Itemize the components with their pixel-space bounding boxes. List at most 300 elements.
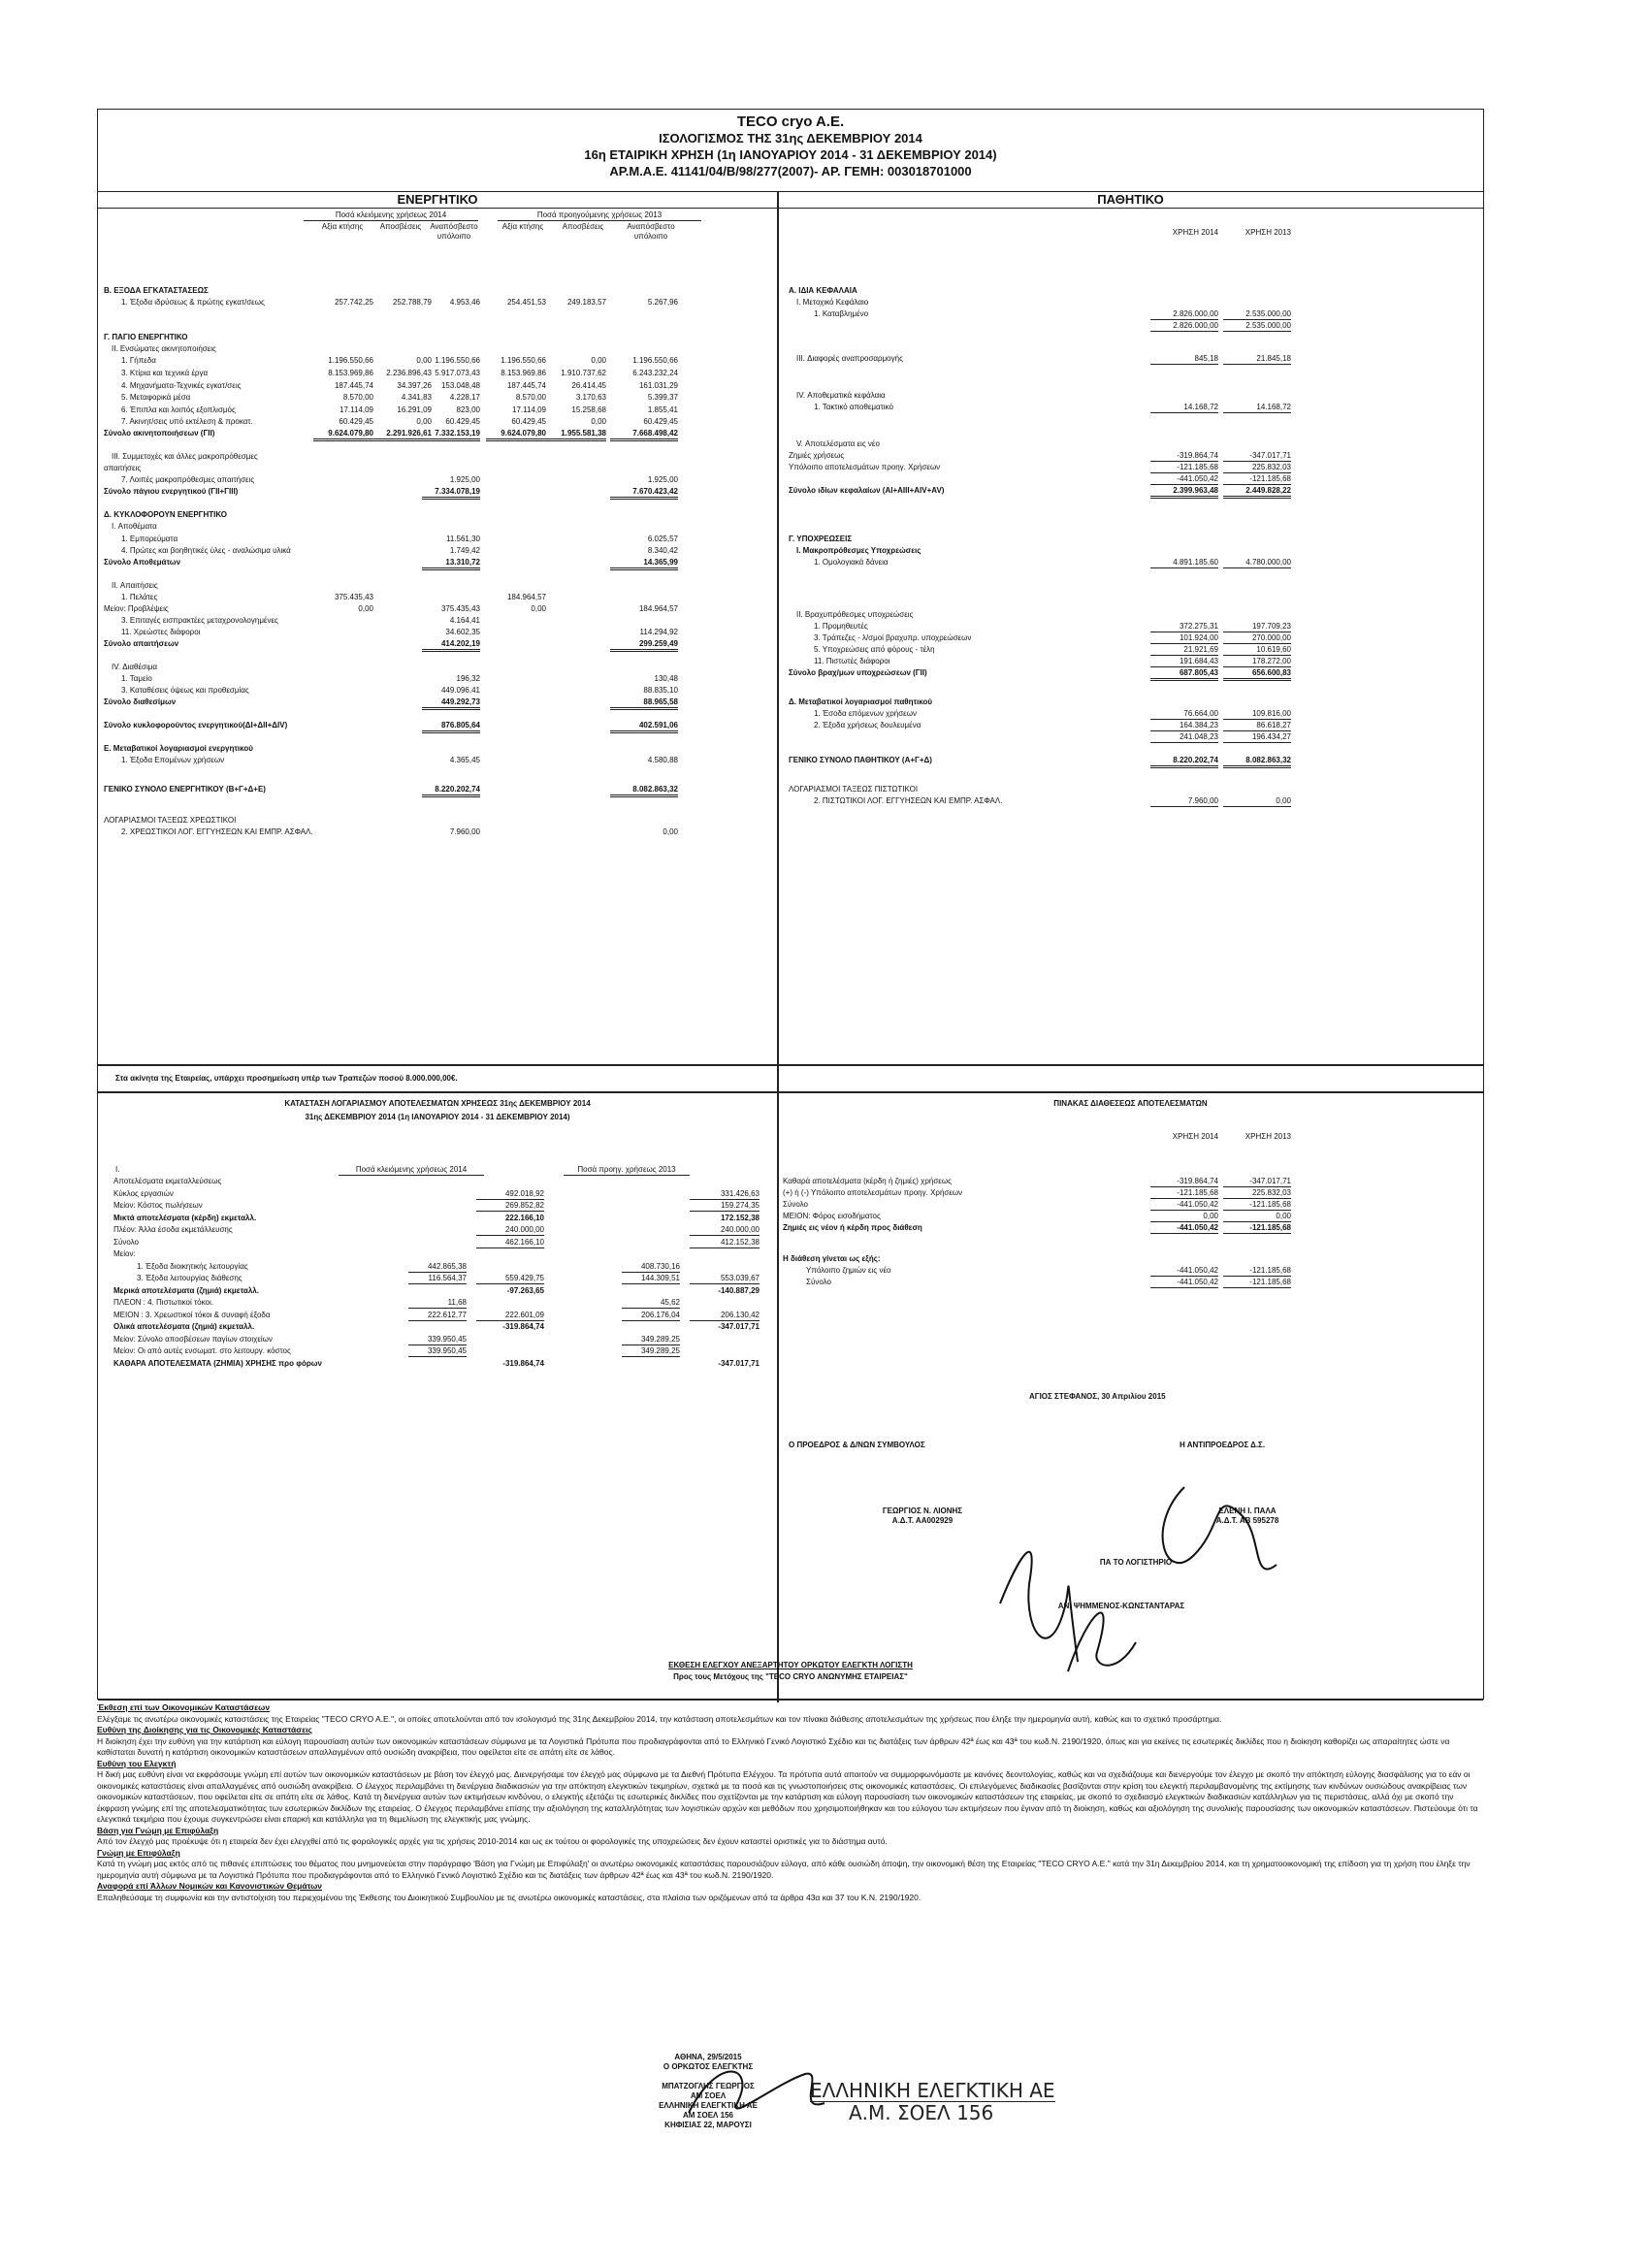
pl-value: 412.152,38 xyxy=(690,1238,760,1248)
asset-value: 7.670.423,42 xyxy=(610,487,678,500)
pl-roman: I. xyxy=(115,1165,120,1174)
pl-row-label: Ολικά αποτελέσματα (ζημιά) εκμεταλλ. xyxy=(113,1322,255,1331)
asset-row-label: 1. Γήπεδα xyxy=(121,356,156,365)
asset-value: 1.925,00 xyxy=(647,475,678,484)
asset-value: 876.805,64 xyxy=(422,721,480,733)
liability-row-label: Υπόλοιπο αποτελεσμάτων προηγ. Χρήσεων xyxy=(789,463,941,471)
liability-row-label: 1. Τακτικό αποθεματικό xyxy=(814,403,893,411)
pl-value: -347.017,71 xyxy=(718,1322,760,1331)
liability-value: -121.185,68 xyxy=(1150,463,1218,473)
report-h2: Ευθύνη της Διοίκησης για τις Οικονομικές Καταστάσεις xyxy=(97,1725,312,1734)
president-title: Ο ΠΡΟΕΔΡΟΣ & Δ/ΝΩΝ ΣΥΜΒΟΥΛΟΣ xyxy=(789,1441,925,1449)
asset-row-label: 7. Ακινητ/σεις υπό εκτέλεση & προκατ. xyxy=(121,417,253,426)
pl-row-label: ΜΕΙΟΝ : 3. Χρεωστικοί τόκοι & συναφή έξοδα xyxy=(113,1310,271,1319)
pl-value: 222.612,77 xyxy=(408,1311,467,1321)
pl-value: 159.274,35 xyxy=(690,1201,760,1212)
liability-value: 2.826.000,00 xyxy=(1150,309,1218,320)
asset-row-label: 1. Πελάτες xyxy=(121,593,158,601)
liability-value: 109.816,00 xyxy=(1223,709,1291,720)
asset-value: 402.591,06 xyxy=(610,721,678,733)
asset-row-label: 1. Ταμείο xyxy=(121,674,152,683)
dist-col-2014: ΧΡΗΣΗ 2014 xyxy=(1172,1132,1218,1141)
asset-value: 17.114,09 xyxy=(340,405,373,414)
asset-value: 9.624.079,80 xyxy=(313,429,373,441)
asset-row-label: Σύνολο κυκλοφορούντος ενεργητικού(ΔΙ+ΔΙΙ+ΔΙV) xyxy=(104,721,288,729)
report-p3: Η δική μας ευθύνη είναι να εκφράσουμε γνώμη επί αυτών των οικονομικών καταστάσεων με βάση τον έλεγχό μας. Διενεργήσαμε τον έλεγχό μας σύμφωνα με τα Διεθνή Πρότυπα Ελέγχου. Τα πρότυπα αυτά απαιτούν να συμμορφωνόμαστε με κανόνες δεοντολογίας, καθώς και να σχεδιάζουμε και διενεργούμε τον έλεγχο με σκοπό την απόκτηση εύλογης διασφάλισης για το εάν οι οικονομικές καταστάσεις είναι απαλλαγμένες από ουσιώδη ανακρίβεια. Ο έλεγχος περιλαμβάνει τη διενέργεια διαδικασιών για την απόκτηση ελεγκτικών τεκμηρίων, σχετικά με τα ποσά και τις γνωστοποιήσεις στις οικονομικές καταστάσεις. Οι επιλεγόμενες διαδικασίες βασίζονται στην κρίση του ελεγκτή περιλαμβανομένης της εκτίμησης των κινδύνων ουσιώδους ανακρίβειας των οικονομικών καταστάσεων, που οφείλεται είτε σε απάτη είτε σε λάθος. Κατά τη διενέργεια αυτών των εκτιμήσεων κινδύνου, ο ελεγκτής εξετάζει τις εσωτερικές δικλίδες που σχετίζονται με την κατάρτιση και εύλογη παρουσίαση των οικονομικών καταστάσεων της εταιρείας, με σκοπό το σχεδιασμό ελεγκτικών διαδικασιών κατάλληλων για τις περιστάσεις, αλλά όχι με σκοπό την έκφραση γνώμης επί της αποτελεσματικότητας των εσωτερικών δικλίδων της εταιρείας. Ο έλεγχος περιλαμβάνει επίσης την αξιολόγηση της καταλληλότητας των λογιστικών αρχών και μεθόδων που χρησιμοποιήθηκαν και του εύλογου των εκτιμήσεων που έγιναν από τη διοίκηση, καθώς και αξιολόγηση της συνολικής παρουσίασης των οικονομικών καταστάσεων. Πιστεύουμε ότι τα ελεγκτικά τεκμήρια που έχουμε συγκεντρώσει είναι επαρκή και κατάλληλα για τη θεμελίωση της ελεγκτικής μας γνώμης. xyxy=(97,1769,1478,1824)
asset-value: 257.742,25 xyxy=(334,298,373,307)
liability-value: 14.168,72 xyxy=(1223,403,1291,413)
liability-value: 197.709,23 xyxy=(1223,622,1291,632)
pl-section-divider xyxy=(98,1091,1483,1093)
col-depreciation: Αποσβέσεις xyxy=(379,222,422,231)
header-line2: 16η ΕΤΑΙΡΙΚΗ ΧΡΗΣΗ (1η ΙΑΝΟΥΑΡΙΟΥ 2014 - 31 ΔΕΚΕΜΒΡΙΟΥ 2014) xyxy=(584,147,997,162)
asset-value: 60.429,45 xyxy=(445,417,480,426)
liability-value: 2.399.963,48 xyxy=(1150,486,1218,499)
liability-value: 21.921,69 xyxy=(1150,645,1218,656)
asset-row-label: ΓΕΝΙΚΟ ΣΥΝΟΛΟ ΕΝΕΡΓΗΤΙΚΟΥ (Β+Γ+Δ+Ε) xyxy=(104,785,266,794)
asset-value: 6.025,57 xyxy=(647,535,678,543)
liability-value: -441.050,42 xyxy=(1150,474,1218,485)
asset-value: 153.048,48 xyxy=(440,381,480,390)
liability-value: 101.924,00 xyxy=(1150,633,1218,644)
asset-row-label: 2. ΧΡΕΩΣΤΙΚΟΙ ΛΟΓ. ΕΓΓΥΗΣΕΩΝ ΚΑΙ ΕΜΠΡ. ΑΣΦΑΛ. xyxy=(121,827,313,836)
pl-value: 222.601,09 xyxy=(476,1311,544,1321)
asset-value: 60.429,45 xyxy=(511,417,546,426)
liability-value: 2.826.000,00 xyxy=(1150,321,1218,332)
asset-value: 187.445,74 xyxy=(506,381,546,390)
distribution-row-label: Καθαρά αποτελέσματα (κέρδη ή ζημιές) χρήσεως xyxy=(783,1177,952,1185)
liability-value: 0,00 xyxy=(1223,796,1291,807)
asset-row-label: Σύνολο ακινητοποιήσεων (ΓΙΙ) xyxy=(104,429,215,437)
asset-value: 4.341,83 xyxy=(401,393,432,402)
liability-value: 4.780.000,00 xyxy=(1223,558,1291,568)
asset-row-label: I. Αποθέματα xyxy=(112,522,157,531)
pl-row-label: Μερικά αποτελέσματα (ζημιά) εκμεταλλ. xyxy=(113,1285,259,1295)
assets-current-year-header: Ποσά κλειόμενης χρήσεως 2014 xyxy=(304,211,478,221)
asset-value: 8.153.969,86 xyxy=(501,369,546,377)
vice-president-title: Η ΑΝΤΙΠΡΟΕΔΡΟΣ Δ.Σ. xyxy=(1180,1441,1266,1449)
liability-value: 191.684,43 xyxy=(1150,657,1218,667)
company-name: TECO cryo A.E. xyxy=(736,113,845,130)
liability-row-label: 2. Έξοδα χρήσεως δουλευμένα xyxy=(814,721,922,729)
asset-value: 299.259,49 xyxy=(610,639,678,652)
pl-value: 144.309,51 xyxy=(622,1274,680,1284)
asset-value: 2.236.896,43 xyxy=(386,369,432,377)
liability-value: 86.618,27 xyxy=(1223,721,1291,731)
report-title1: ΕΚΘΕΣΗ ΕΛΕΓΧΟΥ ΑΝΕΞΑΡΤΗΤΟΥ ΟΡΚΩΤΟΥ ΕΛΕΓΚΤΗ ΛΟΓΙΣΤΗ xyxy=(668,1661,913,1669)
liability-row-label: Σύνολο βραχ/μων υποχρεώσεων (ΓΙΙ) xyxy=(789,668,927,677)
asset-value: 60.429,45 xyxy=(643,417,678,426)
distribution-value: -441.050,42 xyxy=(1150,1223,1218,1234)
liability-value: 241.048,23 xyxy=(1150,732,1218,743)
asset-value: 1.196.550,66 xyxy=(328,356,373,365)
liability-value: 2.535.000,00 xyxy=(1223,321,1291,332)
col-net-prev: Αναπόσβεστο υπόλοιπο xyxy=(627,222,675,241)
liability-value: 8.220.202,74 xyxy=(1150,756,1218,768)
asset-row-label: II. Απαιτήσεις xyxy=(112,581,158,590)
pl-value: 331.426,63 xyxy=(690,1189,760,1200)
liability-row-label: 1. Προμηθευτές xyxy=(814,622,868,631)
pl-value: -319.864,74 xyxy=(502,1358,544,1368)
report-p6: Επαληθεύσαμε τη συμφωνία και την αντιστοίχιση του περιεχομένου της Έκθεσης του Διοικητικού Συμβουλίου με τις ανωτέρω οικονομικές καταστάσεις, στα πλαίσια των οριζόμενων από τα άρθρα 43α και 37 του Κ.Ν. 2190/1920. xyxy=(97,1892,922,1902)
statement-header xyxy=(98,110,1483,179)
asset-row-label: 3. Κτίρια και τεχνικά έργα xyxy=(121,369,209,377)
report-p5: Κατά τη γνώμη μας εκτός από τις πιθανές επιπτώσεις του θέματος που μνημονεύεται στην παράγραφο 'Βάση για Γνώμη με Επιφύλαξη' οι ανωτέρω οικονομικές καταστάσεις παρουσιάζουν εύλογα, από κάθε ουσιώδη άποψη, την οικονομική θέση της Εταιρείας "TECO CRYO A.E." κατά την 31η Δεκεμβρίου 2014, και τη χρηματοοικονομική της επίδοση για τη χρήση που έληξε την ημερομηνία αυτή σύμφωνα με τα Λογιστικά Πρότυπα που προδιαγράφονται από το Ελληνικό Γενικό Λογιστικό Σχέδιο και τις διατάξεις των άρθρων 42ª έως και 43ª του κωδ.Ν. 2190/1920. xyxy=(97,1859,1471,1880)
asset-value: 184.964,57 xyxy=(638,604,678,613)
asset-row-label: III. Συμμετοχές και άλλες μακροπρόθεσμες xyxy=(112,452,258,461)
liability-row-label: III. Διαφορές αναπροσαρμογής xyxy=(796,354,903,363)
liab-col-2014: ΧΡΗΣΗ 2014 xyxy=(1172,228,1218,237)
distribution-row-label: ΜΕΙΟΝ: Φόρος εισοδήματος xyxy=(783,1212,881,1220)
distribution-row-label: (+) ή (-) Υπόλοιπο αποτελεσμάτων προηγ. Χρήσεων xyxy=(783,1188,963,1197)
pl-value: 349.289,25 xyxy=(622,1346,680,1357)
asset-value: 3.170,63 xyxy=(575,393,606,402)
asset-row-label: II. Ενσώματες ακινητοποιήσεις xyxy=(112,344,216,353)
asset-value: 161.031,29 xyxy=(638,381,678,390)
asset-value: 5.267,96 xyxy=(647,298,678,307)
asset-row-label: IV. Διαθέσιμα xyxy=(112,663,157,671)
asset-value: 375.435,43 xyxy=(334,593,373,601)
asset-value: 449.292,73 xyxy=(422,697,480,710)
asset-row-label: Σύνολο απαιτήσεων xyxy=(104,639,179,648)
asset-row-label: Μείον: Προβλέψεις xyxy=(104,604,169,613)
report-title2: Προς τους Μετόχους της "TECO CRYO ΑΝΩΝΥΜΗΣ ΕΤΑΙΡΕΙΑΣ" xyxy=(673,1672,908,1681)
asset-value: 8.340,42 xyxy=(647,546,678,555)
asset-value: 1.749,42 xyxy=(449,546,480,555)
mortgage-note: Στα ακίνητα της Εταιρείας, υπάρχει προσημείωση υπέρ των Τραπεζών ποσού 8.000.000,00€. xyxy=(115,1074,458,1083)
asset-value: 1.855,41 xyxy=(647,405,678,414)
liability-value: 2.449.828,22 xyxy=(1223,486,1291,499)
report-p4: Από τον έλεγχό μας προέκυψε ότι η εταιρεία δεν έχει ελεγχθεί από τις φορολογικές αρχές για τις χρήσεις 2010-2014 και ως εκ τούτου οι φορολογικές της υποχρεώσεις δεν έχουν καταστεί οριστικές για το διάστημα αυτό. xyxy=(97,1836,888,1846)
asset-row-label: 6. Έπιπλα και λοιπός εξοπλισμός xyxy=(121,405,236,414)
bottom-border xyxy=(98,1699,1483,1701)
asset-value: 249.183,57 xyxy=(566,298,606,307)
asset-value: 0,00 xyxy=(416,417,432,426)
liability-value: 7.960,00 xyxy=(1150,796,1218,807)
asset-row-label: Σύνολο διαθεσίμων xyxy=(104,697,177,706)
pl-value: 240.000,00 xyxy=(476,1225,544,1236)
asset-row-label: 1. Εμπορεύματα xyxy=(121,535,178,543)
report-h1: Έκθεση επί των Οικονομικών Καταστάσεων xyxy=(97,1702,271,1712)
liability-value: 4.891.185,60 xyxy=(1150,558,1218,568)
pl-value: 553.039,67 xyxy=(690,1274,760,1284)
asset-row-label: 11. Χρεώστες διάφοροι xyxy=(121,628,201,636)
signature-scribbles xyxy=(893,1468,1378,1681)
assets-prev-year-header: Ποσά προηγούμενης χρήσεως 2013 xyxy=(498,211,701,221)
asset-value: 4.228,17 xyxy=(449,393,480,402)
asset-row-label: 3. Επιταγές εισπρακτέες μεταχρονολογημένες xyxy=(121,616,278,625)
pl-row-label: Κύκλος εργασιών xyxy=(113,1188,174,1198)
liability-value: 8.082.863,32 xyxy=(1223,756,1291,768)
asset-value: 15.258,68 xyxy=(571,405,606,414)
asset-value: 34.397,26 xyxy=(397,381,432,390)
asset-value: 34.602,35 xyxy=(445,628,480,636)
pl-value: 222.166,10 xyxy=(504,1213,544,1222)
liability-value: 225.832,03 xyxy=(1223,463,1291,473)
distribution-title: ΠΙΝΑΚΑΣ ΔΙΑΘΕΣΕΩΣ ΑΠΟΤΕΛΕΣΜΑΤΩΝ xyxy=(1053,1099,1208,1108)
asset-value: 7.332.153,19 xyxy=(422,429,480,441)
liability-row-label: 5. Υποχρεώσεις από φόρους - τέλη xyxy=(814,645,935,654)
auditor-block: ΑΘΗΝΑ, 29/5/2015 Ο ΟΡΚΩΤΟΣ ΕΛΕΓΚΤΗΣ ΜΠΑΤΖΟΓΛΗΣ ΓΕΩΡΓΙΟΣ ΑΜ ΣΟΕΛ ΕΛΛΗΝΙΚΗ ΕΛΕΓΚΤΙΚΗ ΑΕ ΑΜ ΣΟΕΛ 156 ΚΗΦΙΣΙΑΣ 22, ΜΑΡΟΥΣΙ xyxy=(659,2053,758,2129)
liability-row-label: 1. Έσοδα επόμενων χρήσεων xyxy=(814,709,917,718)
distribution-value: -441.050,42 xyxy=(1150,1278,1218,1288)
vice-president-name: ΕΛΕΝΗ Ι. ΠΑΛΑ Α.Δ.Τ. ΑΒ 595278 xyxy=(1215,1507,1279,1525)
liab-col-2013: ΧΡΗΣΗ 2013 xyxy=(1245,228,1291,237)
liability-value: 656.600,83 xyxy=(1223,668,1291,681)
pl-row-label: Αποτελέσματα εκμεταλλεύσεως xyxy=(113,1177,222,1185)
pl-row-label: ΠΛΕΟΝ : 4. Πιστωτικοί τόκοι. xyxy=(113,1298,213,1307)
asset-value: 4.580,88 xyxy=(647,756,678,764)
pl-row-label: Μικτά αποτελέσματα (κέρδη) εκμεταλλ. xyxy=(113,1213,257,1222)
asset-row-label: 7. Λοιπές μακροπρόθεσμες απαιτήσεις xyxy=(121,475,255,484)
liability-value: 687.805,43 xyxy=(1150,668,1218,681)
header-line1: ΙΣΟΛΟΓΙΣΜΟΣ ΤΗΣ 31ης ΔΕΚΕΜΒΡΙΟΥ 2014 xyxy=(659,131,922,146)
pl-current-header: Ποσά κλειόμενης χρήσεως 2014 xyxy=(339,1165,484,1176)
pl-row-label: Σύνολο xyxy=(113,1237,139,1247)
asset-value: 16.291,09 xyxy=(397,405,432,414)
pl-title1: ΚΑΤΑΣΤΑΣΗ ΛΟΓΑΡΙΑΣΜΟΥ ΑΠΟΤΕΛΕΣΜΑΤΩΝ ΧΡΗΣΕΩΣ 31ης ΔΕΚΕΜΒΡΙΟΥ 2014 xyxy=(284,1099,591,1108)
pl-value: -97.263,65 xyxy=(506,1285,544,1295)
pl-value: 559.429,75 xyxy=(476,1274,544,1284)
pl-value: 349.289,25 xyxy=(622,1335,680,1345)
distribution-value: -121.185,68 xyxy=(1223,1278,1291,1288)
asset-value: 7.960,00 xyxy=(449,827,480,836)
distribution-value: 0,00 xyxy=(1150,1212,1218,1222)
liability-value: 196.434,27 xyxy=(1223,732,1291,743)
assets-title: ΕΝΕΡΓΗΤΙΚΟ xyxy=(98,191,777,209)
liability-row-label: 1. Καταβλημένο xyxy=(814,309,869,318)
asset-value: 1.955.581,38 xyxy=(544,429,606,441)
liability-value: 372.275,31 xyxy=(1150,622,1218,632)
asset-value: 0,00 xyxy=(416,356,432,365)
asset-row-label: Β. ΕΞΟΔΑ ΕΓΚΑΤΑΣΤΑΣΕΩΣ xyxy=(104,286,209,295)
asset-row-label: Σύνολο πάγιου ενεργητικού (ΓΙΙ+ΓΙΙΙ) xyxy=(104,487,239,496)
liabilities-title: ΠΑΘΗΤΙΚΟ xyxy=(778,191,1483,209)
asset-value: 60.429,45 xyxy=(339,417,373,426)
asset-value: 252.788,79 xyxy=(392,298,432,307)
report-h6: Αναφορά επί Άλλων Νομικών και Κανονιστικών Θεμάτων xyxy=(97,1881,323,1891)
distribution-row-label: Ζημιές εις νέον ή κέρδη προς διάθεση xyxy=(783,1223,922,1232)
distribution-value: -121.185,68 xyxy=(1223,1266,1291,1277)
pl-row-label: Μείον: Σύνολο αποσβέσεων παγίων στοιχείων xyxy=(113,1334,273,1344)
pl-value: 442.865,38 xyxy=(408,1262,467,1273)
col-cost-prev: Αξία κτήσης xyxy=(501,222,544,231)
liability-row-label: I. Μακροπρόθεσμες Υποχρεώσεις xyxy=(796,546,922,555)
pl-value: 462.166,10 xyxy=(476,1238,544,1248)
liability-row-label: 3. Τράπεζες - λ/σμοί βραχυπρ. υποχρεώσεων xyxy=(814,633,972,642)
asset-row-label: 3. Καταθέσεις όψεως και προθεσμίας xyxy=(121,686,249,695)
distribution-row-label: Υπόλοιπο ζημιών εις νέο xyxy=(806,1266,891,1275)
distribution-value: -121.185,68 xyxy=(1223,1200,1291,1211)
asset-value: 449.096,41 xyxy=(440,686,480,695)
pl-value: 45,62 xyxy=(622,1298,680,1309)
report-p1: Ελέγξαμε τις ανωτέρω οικονομικές καταστάσεις της Εταιρείας "TECO CRYO A.E.", οι οποίες αποτελούνται από τον ισολογισμό της 31ης Δεκεμβρίου 2014, την κατάσταση αποτελεσμάτων και τον πίνακα διάθεσης αποτελεσμάτων της χρήσεως που έληξε την ημερομηνία αυτή, καθώς και το σχετικό προσάρτημα. xyxy=(97,1713,1222,1724)
asset-value: 11.561,30 xyxy=(446,535,480,543)
asset-value: 4.365,45 xyxy=(449,756,480,764)
col-depreciation-prev: Αποσβέσεις xyxy=(562,222,604,231)
asset-value: 0,00 xyxy=(531,604,546,613)
asset-row-label: 5. Μεταφορικά μέσα xyxy=(121,393,191,402)
pl-row-label: Μείον: Οι από αυτές ενσωματ. στο λειτουργ. κόστος xyxy=(113,1346,291,1355)
asset-value: 130,48 xyxy=(654,674,678,683)
pl-row-label: Πλέον: Άλλα έσοδα εκμετάλλευσης xyxy=(113,1225,233,1234)
dist-col-2013: ΧΡΗΣΗ 2013 xyxy=(1245,1132,1291,1141)
asset-value: 88.835,10 xyxy=(643,686,678,695)
liability-value: 845,18 xyxy=(1150,354,1218,365)
asset-value: 375.435,43 xyxy=(440,604,480,613)
asset-row-label: Γ. ΠΑΓΙΟ ΕΝΕΡΓΗΤΙΚΟ xyxy=(104,333,188,341)
liability-value: -347.017,71 xyxy=(1223,451,1291,462)
auditor-signature xyxy=(679,2045,834,2132)
liability-row-label: 1. Ομολογιακά δάνεια xyxy=(814,558,889,567)
liability-row-label: Γ. ΥΠΟΧΡΕΩΣΕΙΣ xyxy=(789,535,853,543)
asset-value: 13.310,72 xyxy=(422,558,480,570)
financial-statement-sheet xyxy=(97,109,1484,1700)
pl-value: 11,68 xyxy=(408,1298,467,1309)
audit-firm-stamp: ΕΛΛΗΝΙΚΗ ΕΛΕΓΚΤΙΚΗ ΑΕ Α.Μ. ΣΟΕΛ 156 xyxy=(810,2079,1055,2124)
liability-row-label: Α. ΙΔΙΑ ΚΕΦΑΛΑΙΑ xyxy=(789,286,857,295)
asset-value: 0,00 xyxy=(358,604,373,613)
pl-value: 206.176,04 xyxy=(622,1311,680,1321)
pl-value: 116.564,37 xyxy=(408,1274,467,1284)
pl-prev-header: Ποσά προηγ. χρήσεως 2013 xyxy=(564,1165,690,1176)
pl-value: 172.152,38 xyxy=(720,1213,760,1222)
asset-row-label: απαιτήσεις xyxy=(104,464,142,472)
liability-row-label: Σύνολο ιδίων κεφαλαίων (ΑΙ+ΑΙΙΙ+ΑΙV+AV) xyxy=(789,486,945,495)
pl-title2: 31ης ΔΕΚΕΜΒΡΙΟΥ 2014 (1η ΙΑΝΟΥΑΡΙΟΥ 2014 - 31 ΔΕΚΕΜΒΡΙΟΥ 2014) xyxy=(305,1113,570,1121)
accounting-title: ΠΑ ΤΟ ΛΟΓΙΣΤΗΡΙΟ xyxy=(1099,1558,1173,1567)
liability-row-label: Ζημιές χρήσεως xyxy=(789,451,845,460)
pl-row-label: Μείον: xyxy=(113,1249,136,1258)
report-h5: Γνώμη με Επιφύλαξη xyxy=(97,1847,180,1858)
asset-value: 5.399,37 xyxy=(647,393,678,402)
pl-value: 269.852,82 xyxy=(476,1201,544,1212)
asset-value: 414.202,19 xyxy=(422,639,480,652)
liability-value: -319.864,74 xyxy=(1150,451,1218,462)
asset-value: 88.965,58 xyxy=(610,697,678,710)
asset-value: 9.624.079,80 xyxy=(486,429,546,441)
asset-value: 1.925,00 xyxy=(449,475,480,484)
report-h4: Βάση για Γνώμη με Επιφύλαξη xyxy=(97,1825,219,1835)
president-name: ΓΕΩΡΓΙΟΣ Ν. ΛΙΟΝΗΣ Α.Δ.Τ. ΑΑ002929 xyxy=(882,1507,963,1525)
asset-value: 5.917.073,43 xyxy=(435,369,480,377)
distribution-row-label: Η διάθεση γίνεται ως εξής: xyxy=(783,1254,881,1263)
distribution-value: 225.832,03 xyxy=(1223,1188,1291,1199)
asset-value: 1.196.550,66 xyxy=(501,356,546,365)
asset-row-label: 1. Έξοδα Επομένων χρήσεων xyxy=(121,756,225,764)
distribution-row-label: Σύνολο xyxy=(806,1278,831,1286)
liability-row-label: ΛΟΓΑΡΙΑΣΜΟΙ ΤΑΞΕΩΣ ΠΙΣΤΩΤΙΚΟΙ xyxy=(789,785,919,794)
mortgage-note-divider xyxy=(98,1064,1483,1066)
audit-report xyxy=(97,1702,1484,1903)
asset-value: 8.220.202,74 xyxy=(422,785,480,797)
asset-value: 7.668.498,42 xyxy=(610,429,678,441)
asset-value: 187.445,74 xyxy=(334,381,373,390)
asset-value: 4.164,41 xyxy=(449,616,480,625)
asset-value: 0,00 xyxy=(591,356,606,365)
pl-row-label: ΚΑΘΑΡΑ ΑΠΟΤΕΛΕΣΜΑΤΑ (ΖΗΜΙΑ) ΧΡΗΣΗΣ προ φόρων xyxy=(113,1358,322,1368)
asset-row-label: ΛΟΓΑΡΙΑΣΜΟΙ ΤΑΞΕΩΣ ΧΡΕΩΣΤΙΚΟΙ xyxy=(104,816,237,825)
asset-value: 0,00 xyxy=(663,827,678,836)
liability-row-label: I. Μετοχικό Κεφάλαιο xyxy=(796,298,869,307)
accounting-name: ΑΝ. ΨΗΜΜΕΝΟΣ-ΚΩΝΣΤΑΝΤΑΡΑΣ xyxy=(1057,1602,1185,1610)
liability-row-label: 2. ΠΙΣΤΩΤΙΚΟΙ ΛΟΓ. ΕΓΓΥΗΣΕΩΝ ΚΑΙ ΕΜΠΡ. ΑΣΦΑΛ. xyxy=(814,796,1003,805)
asset-value: 8.082.863,32 xyxy=(610,785,678,797)
header-line3: ΑΡ.Μ.Α.Ε. 41141/04/Β/98/277(2007)- ΑΡ. ΓΕΜΗ: 003018701000 xyxy=(609,164,972,178)
col-net: Αναπόσβεστο υπόλοιπο xyxy=(430,222,478,241)
liability-value: 76.664,00 xyxy=(1150,709,1218,720)
distribution-place-date: ΑΓΙΟΣ ΣΤΕΦΑΝΟΣ, 30 Απριλίου 2015 xyxy=(1029,1392,1166,1401)
pl-row-label: 1. Έξοδα διοικητικής λειτουργίας xyxy=(137,1261,248,1271)
distribution-value: -441.050,42 xyxy=(1150,1266,1218,1277)
liability-value: 21.845,18 xyxy=(1223,354,1291,365)
asset-value: 254.451,53 xyxy=(506,298,546,307)
report-p2: Η διοίκηση έχει την ευθύνη για την κατάρτιση και εύλογη παρουσίαση αυτών των οικονομικών καταστάσεων σύμφωνα με τα Λογιστικά Πρότυπα που προδιαγράφονται από το Ελληνικό Γενικό Λογιστικό Σχέδιο και τις διατάξεις των άρθρων 42ª έως και 43ª του κωδ.Ν. 2190/1920, όπως και για εκείνες τις εσωτερικές δικλίδες που η διοίκηση καθορίζει ως απαραίτητες ώστε να καθίσταται δυνατή η κατάρτιση οικονομικών καταστάσεων απαλλαγμένων από ουσιώδη ανακρίβεια, που οφείλεται είτε σε απάτη είτε σε λάθος. xyxy=(97,1735,1450,1757)
pl-value: -140.887,29 xyxy=(718,1285,760,1295)
distribution-value: 0,00 xyxy=(1223,1212,1291,1222)
asset-value: 8.153.969,86 xyxy=(328,369,373,377)
pl-value: 339.950,45 xyxy=(408,1335,467,1345)
asset-value: 17.114,09 xyxy=(512,405,546,414)
asset-value: 1.196.550,66 xyxy=(632,356,678,365)
asset-row-label: Σύνολο Αποθεμάτων xyxy=(104,558,181,567)
asset-value: 4.953,46 xyxy=(449,298,480,307)
asset-value: 1.910.737,62 xyxy=(561,369,606,377)
asset-row-label: 4. Μηχανήματα-Τεχνικές εγκατ/σεις xyxy=(121,381,242,390)
liability-value: 10.619,60 xyxy=(1223,645,1291,656)
pl-value: -347.017,71 xyxy=(718,1358,760,1368)
liability-value: 178.272,00 xyxy=(1223,657,1291,667)
asset-value: 196,32 xyxy=(456,674,480,683)
asset-value: 14.365,99 xyxy=(610,558,678,570)
distribution-value: -441.050,42 xyxy=(1150,1200,1218,1211)
asset-value: 0,00 xyxy=(591,417,606,426)
asset-value: 8.570,00 xyxy=(342,393,373,402)
distribution-value: -319.864,74 xyxy=(1150,1177,1218,1187)
asset-value: 6.243.232,24 xyxy=(632,369,678,377)
liability-value: 270.000,00 xyxy=(1223,633,1291,644)
asset-row-label: 1. Έξοδα ιδρύσεως & πρώτης εγκατ/σεως xyxy=(121,298,265,307)
asset-value: 1.196.550,66 xyxy=(435,356,480,365)
liability-row-label: ΓΕΝΙΚΟ ΣΥΝΟΛΟ ΠΑΘΗΤΙΚΟΥ (Α+Γ+Δ) xyxy=(789,756,932,764)
col-cost: Αξία κτήσης xyxy=(321,222,364,231)
asset-row-label: 4. Πρώτες και βοηθητικές ύλες - αναλώσιμα υλικά xyxy=(121,546,291,555)
pl-value: 339.950,45 xyxy=(408,1346,467,1357)
liability-value: 164.384,23 xyxy=(1150,721,1218,731)
report-h3: Ευθύνη του Ελεγκτή xyxy=(97,1758,177,1768)
column-divider xyxy=(777,191,779,1702)
asset-value: 26.414,45 xyxy=(571,381,606,390)
liability-value: 2.535.000,00 xyxy=(1223,309,1291,320)
distribution-value: -121.185,68 xyxy=(1223,1223,1291,1234)
pl-value: 492.018,92 xyxy=(476,1189,544,1200)
distribution-value: -121.185,68 xyxy=(1150,1188,1218,1199)
asset-value: 2.291.926,61 xyxy=(372,429,432,441)
liability-value: -121.185,68 xyxy=(1223,474,1291,485)
pl-value: -319.864,74 xyxy=(502,1322,544,1331)
asset-row-label: Ε. Μεταβατικοί λογαριασμοί ενεργητικού xyxy=(104,744,253,753)
asset-value: 8.570,00 xyxy=(515,393,546,402)
asset-row-label: Δ. ΚΥΚΛΟΦΟΡΟΥΝ ΕΝΕΡΓΗΤΙΚΟ xyxy=(104,510,228,519)
distribution-row-label: Σύνολο xyxy=(783,1200,808,1209)
asset-value: 184.964,57 xyxy=(506,593,546,601)
liability-row-label: Δ. Μεταβατικοί λογαριασμοί παθητικού xyxy=(789,697,932,706)
liability-row-label: V. Αποτελέσματα εις νέο xyxy=(796,439,880,448)
pl-row-label: 3. Έξοδα λειτουργίας διάθεσης xyxy=(137,1274,242,1282)
asset-value: 114.294,92 xyxy=(639,628,678,636)
distribution-value: -347.017,71 xyxy=(1223,1177,1291,1187)
asset-value: 823,00 xyxy=(456,405,480,414)
